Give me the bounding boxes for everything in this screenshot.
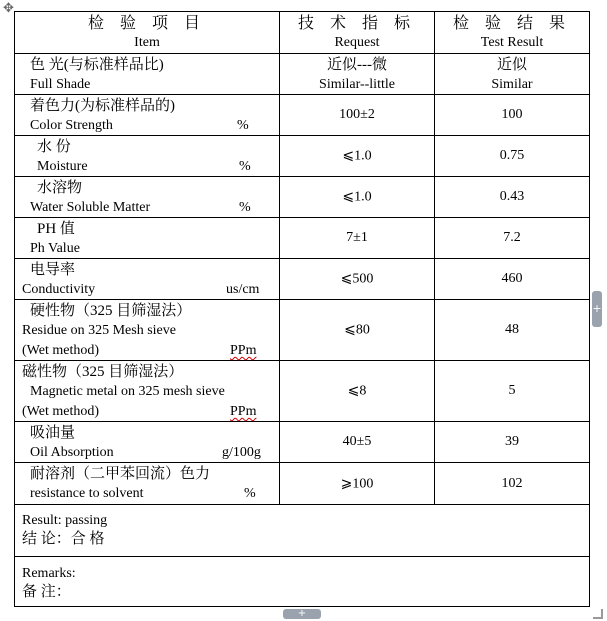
row-item-cn: PH 值	[37, 221, 75, 237]
row-request-cn: 近似---微	[327, 57, 387, 73]
result-cn: 结 论：合 格	[22, 531, 105, 547]
row-request	[279, 177, 434, 217]
row-item-en-2: (Wet method)	[22, 404, 100, 419]
header-item	[15, 12, 279, 53]
table-row	[15, 463, 589, 505]
row-item	[15, 300, 279, 360]
row-request-value: ⩽1.0	[342, 148, 372, 164]
remarks-row	[15, 557, 589, 606]
row-result	[434, 259, 589, 299]
row-request	[279, 463, 434, 504]
row-result-cn: 近似	[496, 57, 527, 73]
row-request-value: ⩽8	[347, 383, 367, 399]
row-request-value: ⩽80	[344, 322, 370, 338]
table-row	[15, 177, 589, 218]
add-row-tab-icon[interactable]: +	[283, 609, 321, 619]
row-item-cn: 电导率	[30, 262, 76, 278]
row-item	[15, 54, 279, 94]
remarks-cn: 备 注：	[22, 584, 71, 600]
row-item-en: resistance to solvent	[30, 486, 144, 501]
table-row	[15, 218, 589, 259]
row-result-value: 7.2	[503, 230, 521, 245]
table-row	[15, 54, 589, 95]
table-resize-handle-icon[interactable]	[593, 609, 603, 619]
row-unit: g/100g	[222, 445, 261, 460]
row-item	[15, 218, 279, 258]
row-item	[15, 422, 279, 462]
header-item-en: Item	[134, 35, 160, 50]
row-item-en: Conductivity	[22, 282, 96, 297]
row-unit: %	[244, 486, 256, 501]
row-result	[434, 463, 589, 504]
row-unit: %	[239, 200, 251, 215]
table-row	[15, 361, 589, 422]
row-result-value: 39	[505, 434, 519, 449]
row-result	[434, 177, 589, 217]
row-result	[434, 136, 589, 176]
row-result	[434, 300, 589, 360]
header-item-cn: 检 验 项 目	[87, 15, 206, 32]
table-header-row	[15, 12, 589, 54]
row-request	[279, 54, 434, 94]
table-row	[15, 422, 589, 463]
row-item	[15, 95, 279, 135]
row-request-value: ⩾100	[340, 476, 374, 491]
table-row	[15, 136, 589, 177]
row-item-en-2: (Wet method)	[22, 343, 100, 358]
row-request-value: 100±2	[339, 107, 375, 122]
add-column-tab-icon[interactable]: +	[592, 291, 602, 327]
row-item-cn: 硬性物（325 目筛湿法）	[30, 303, 192, 319]
row-item-cn: 耐溶剂（二甲苯回流）色力	[30, 466, 211, 482]
row-item-en: Water Soluble Matter	[30, 200, 151, 215]
row-item-en: Moisture	[37, 159, 88, 174]
row-item	[15, 136, 279, 176]
row-request	[279, 300, 434, 360]
row-item-cn: 着色力(为标准样品的)	[30, 98, 175, 114]
row-request-value: 40±5	[342, 434, 372, 449]
row-result-value: 0.75	[499, 148, 525, 163]
header-request-en: Request	[334, 35, 380, 50]
row-item-cn: 水 份	[37, 139, 71, 155]
row-unit: %	[237, 118, 249, 133]
row-request	[279, 361, 434, 421]
result-en: Result: passing	[22, 513, 108, 528]
row-item-en: Residue on 325 Mesh sieve	[22, 323, 176, 338]
inspection-table	[14, 11, 590, 607]
row-item-cn: 水溶物	[37, 180, 83, 196]
header-result-en: Test Result	[480, 35, 544, 50]
row-item-cn: 色 光(与标准样品比)	[30, 57, 164, 73]
row-item-en: Magnetic metal on 325 mesh sieve	[30, 384, 225, 399]
row-item	[15, 463, 279, 504]
row-result-value: 48	[505, 322, 519, 337]
row-result-value: 102	[501, 475, 523, 491]
row-item	[15, 259, 279, 299]
conclusion-row	[15, 505, 589, 557]
row-request	[279, 259, 434, 299]
row-item-en: Color Strength	[30, 118, 113, 133]
header-request	[279, 12, 434, 53]
row-result-value: 100	[501, 107, 523, 122]
table-move-handle-icon[interactable]: ✥	[3, 1, 14, 16]
row-request-value: ⩽500	[340, 271, 374, 287]
remarks-en: Remarks:	[22, 566, 76, 581]
row-result-value: 460	[501, 271, 523, 286]
row-request	[279, 218, 434, 258]
row-item	[15, 361, 279, 421]
row-item-en: Ph Value	[30, 241, 80, 256]
row-result	[434, 361, 589, 421]
row-unit: %	[239, 159, 251, 174]
table-row	[15, 300, 589, 361]
row-result	[434, 54, 589, 94]
row-unit: PPm	[230, 404, 257, 419]
row-item-cn: 磁性物（325 目筛湿法）	[22, 364, 184, 380]
row-result	[434, 422, 589, 462]
row-request-value: 7±1	[346, 230, 368, 245]
row-item-en: Oil Absorption	[30, 445, 114, 460]
row-request	[279, 422, 434, 462]
table-row	[15, 259, 589, 300]
row-request-en: Similar--little	[319, 77, 395, 92]
row-result-en: Similar	[491, 77, 533, 92]
row-result-value: 5	[508, 383, 516, 398]
row-item	[15, 177, 279, 217]
row-request	[279, 136, 434, 176]
row-result	[434, 218, 589, 258]
header-result	[434, 12, 589, 53]
row-result	[434, 95, 589, 135]
header-result-cn: 检 验 结 果	[452, 15, 571, 32]
row-request-value: ⩽1.0	[342, 189, 372, 205]
table-row	[15, 95, 589, 136]
row-item-en: Full Shade	[30, 77, 91, 92]
row-item-cn: 吸油量	[30, 425, 76, 441]
row-result-value: 0.43	[499, 189, 525, 204]
row-unit: us/cm	[226, 282, 260, 297]
row-request	[279, 95, 434, 135]
header-request-cn: 技 术 指 标	[297, 15, 416, 32]
row-unit: PPm	[230, 343, 257, 358]
